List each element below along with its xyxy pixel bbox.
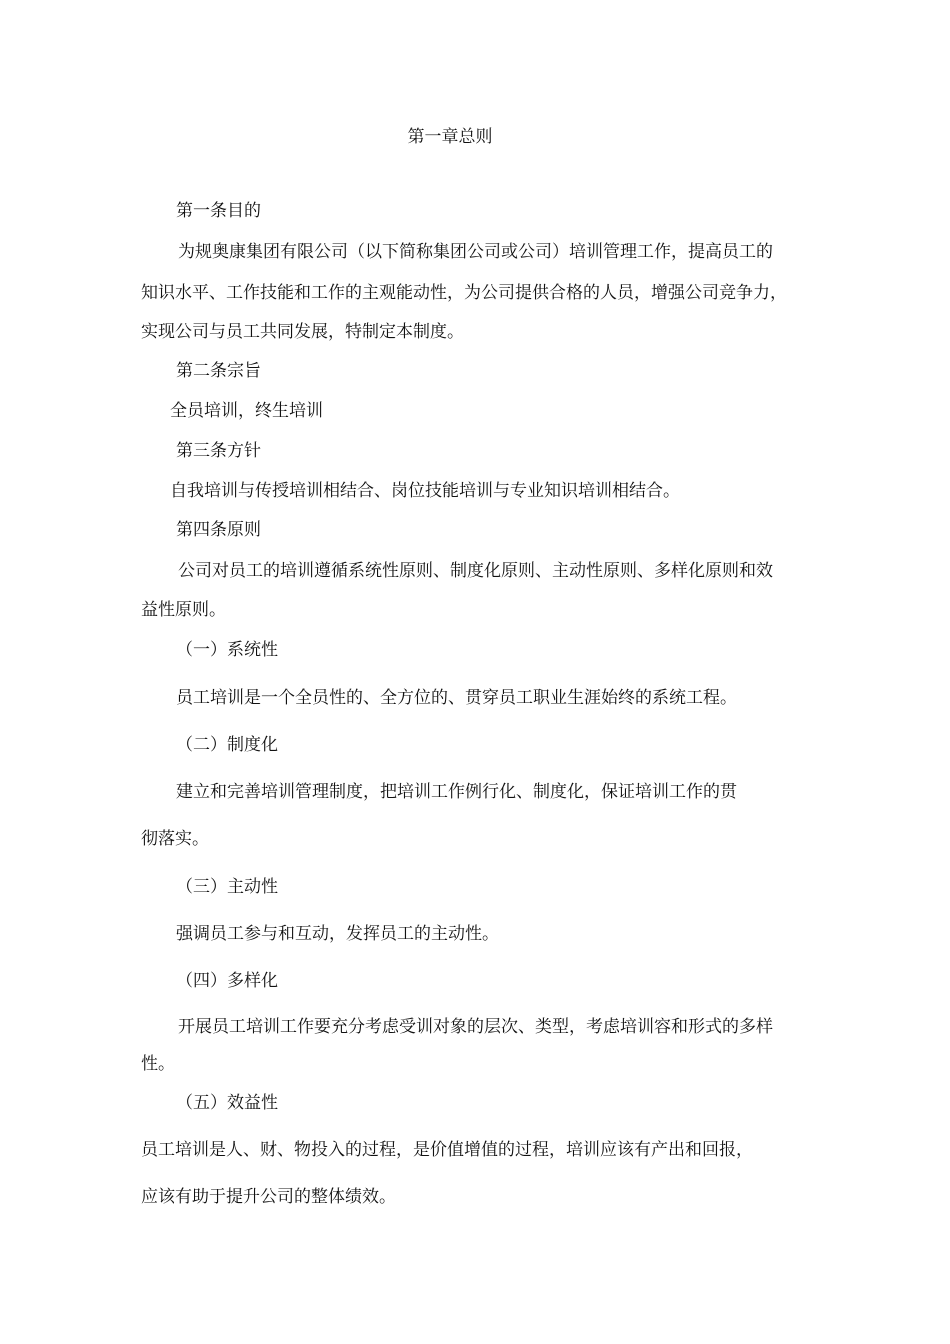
article-3-text: 自我培训与传授培训相结合、岗位技能培训与专业知识培训相结合。 — [170, 481, 680, 501]
article-1-paragraph-line-2: 知识水平、工作技能和工作的主观能动性，为公司提供合格的人员，增强公司竞争力， — [141, 283, 787, 303]
article-1-paragraph-line-1: 为规奥康集团有限公司（以下简称集团公司或公司）培训管理工作，提高员工的 — [178, 242, 773, 262]
section-3-text: 强调员工参与和互动，发挥员工的主动性。 — [176, 924, 499, 944]
section-4-heading: （四）多样化 — [176, 971, 278, 991]
section-2-paragraph-line-2: 彻落实。 — [141, 829, 209, 849]
section-5-heading: （五）效益性 — [176, 1093, 278, 1113]
article-4-heading: 第四条原则 — [176, 520, 261, 540]
article-2-text: 全员培训，终生培训 — [170, 401, 323, 421]
chapter-title: 第一章总则 — [407, 127, 493, 147]
article-2-heading: 第二条宗旨 — [176, 361, 261, 381]
article-3-heading: 第三条方针 — [176, 441, 261, 461]
section-2-paragraph-line-1: 建立和完善培训管理制度，把培训工作例行化、制度化，保证培训工作的贯 — [176, 782, 737, 802]
section-1-heading: （一）系统性 — [176, 640, 278, 660]
article-1-heading: 第一条目的 — [176, 201, 261, 221]
article-4-paragraph-line-1: 公司对员工的培训遵循系统性原则、制度化原则、主动性原则、多样化原则和效 — [178, 561, 773, 581]
section-5-paragraph-line-2: 应该有助于提升公司的整体绩效。 — [141, 1187, 396, 1207]
section-3-heading: （三）主动性 — [176, 877, 278, 897]
section-5-paragraph-line-1: 员工培训是人、财、物投入的过程，是价值增值的过程，培训应该有产出和回报， — [141, 1140, 753, 1160]
section-4-paragraph-line-2: 性。 — [141, 1054, 175, 1074]
article-1-paragraph-line-3: 实现公司与员工共同发展，特制定本制度。 — [141, 322, 464, 342]
section-2-heading: （二）制度化 — [176, 735, 278, 755]
section-4-paragraph-line-1: 开展员工培训工作要充分考虑受训对象的层次、类型，考虑培训容和形式的多样 — [178, 1017, 773, 1037]
section-1-text: 员工培训是一个全员性的、全方位的、贯穿员工职业生涯始终的系统工程。 — [176, 688, 737, 708]
article-4-paragraph-line-2: 益性原则。 — [141, 600, 226, 620]
